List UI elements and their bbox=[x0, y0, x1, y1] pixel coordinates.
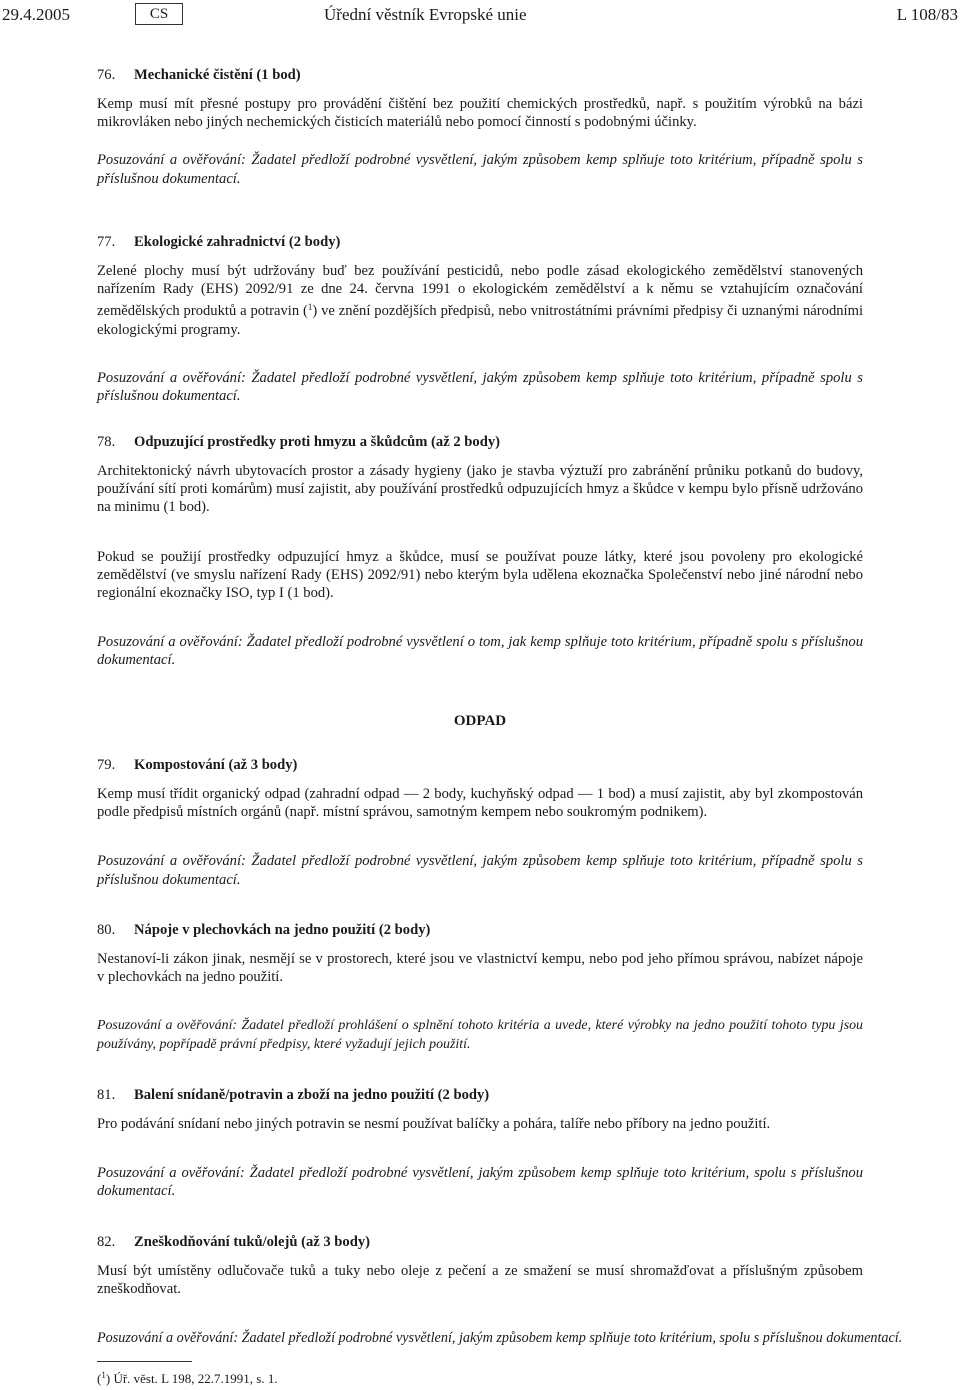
section-title: 78. Odpuzující prostředky proti hmyzu a škůdcům (až 2 body) bbox=[97, 434, 500, 450]
section-80 bbox=[97, 921, 863, 1054]
section-title: 79. Kompostování (až 3 body) bbox=[97, 757, 298, 773]
assessment-text: Posuzování a ověřování: Žadatel předloží podrobné vysvětlení, jakým způsobem kemp splňuje toto kritérium, spolu s příslušnou dokumentací. bbox=[97, 1165, 863, 1200]
assessment-text: Posuzování a ověřování: Žadatel předloží prohlášení o splnění tohoto kritéria a uvede, které výrobky na jedno použití tohoto typu jsou používány, popřípadě právní předpisy, které vyžadují jejich použití. bbox=[97, 1018, 863, 1052]
section-81 bbox=[97, 1086, 863, 1201]
journal-title: Úřední věstník Evropské unie bbox=[324, 5, 527, 24]
section-text: Kemp musí třídit organický odpad (zahradní odpad — 2 body, kuchyňský odpad — 1 bod) a musí zajistit, aby byl zkompostován podle předpisů místních orgánů (např. místní správou, samotným kempem nebo soukromým podnikem). bbox=[97, 786, 863, 821]
section-title: 82. Zneškodňování tuků/olejů (až 3 body) bbox=[97, 1234, 370, 1250]
section-79 bbox=[97, 756, 863, 889]
section-text: Nestanoví-li zákon jinak, nesmějí se v prostorech, které jsou ve vlastnictví kempu, nebo pod jeho přímou správou, nabízet nápoje v plechovkách na jedno použití. bbox=[97, 951, 863, 986]
footnote-ref[interactable]: 1 bbox=[307, 302, 313, 313]
language-badge: CS bbox=[135, 3, 183, 25]
assessment-text: Posuzování a ověřování: Žadatel předloží podrobné vysvětlení o tom, jak kemp splňuje toto kritérium, případně spolu s příslušnou dokumentací. bbox=[97, 634, 863, 669]
section-title: 76. Mechanické čistění (1 bod) bbox=[97, 67, 301, 83]
section-text: Musí být umístěny odlučovače tuků a tuky nebo oleje z pečení a ze smažení se musí shromažďovat a příslušným způsobem zneškodňovat. bbox=[97, 1263, 863, 1298]
assessment-text: Posuzování a ověřování: Žadatel předloží podrobné vysvětlení, jakým způsobem kemp splňuje toto kritérium, případně spolu s příslušnou dokumentací. bbox=[97, 152, 863, 187]
section-title: 81. Balení snídaně/potravin a zboží na jedno použití (2 body) bbox=[97, 1087, 490, 1103]
page-reference: L 108/83 bbox=[896, 5, 958, 24]
assessment-text: Posuzování a ověřování: Žadatel předloží podrobné vysvětlení, jakým způsobem kemp splňuje toto kritérium, případně spolu s příslušnou dokumentací. bbox=[97, 369, 863, 405]
header-date: 29.4.2005 bbox=[2, 5, 70, 24]
section-78 bbox=[97, 433, 863, 670]
section-text: Zelené plochy musí být udržovány buď bez používání pesticidů, nebo podle zásad ekologického zemědělství stanovených nařízením Rady (EHS) 2092/91 ze dne 24. června 1991 o ekologickém zemědělství a k němu se vztahujícím označování zemědělských produktů a potravin ($^1$) ve znění pozdějších předpisů, nebo vnitrostátními právními předpisy či uznanými národními ekologickými programy. bbox=[97, 263, 863, 338]
footnote: ($^1$) Úř. věst. L 198, 22.7.1991, s. 1. bbox=[97, 1370, 278, 1386]
section-title: 77. Ekologické zahradnictví (2 body) bbox=[97, 234, 341, 250]
section-text: Pro podávání snídaní nebo jiných potravin se nesmí používat balíčky a pohára, talíře nebo příbory na jedno použití. bbox=[97, 1116, 771, 1132]
section-82 bbox=[97, 1233, 903, 1348]
section-77 bbox=[97, 233, 863, 405]
chapter-heading: ODPAD bbox=[453, 713, 507, 729]
assessment-text: Posuzování a ověřování: Žadatel předloží podrobné vysvětlení, jakým způsobem kemp splňuje toto kritérium, spolu s příslušnou dokumentací. bbox=[97, 1330, 903, 1347]
footnote-divider bbox=[97, 1361, 192, 1362]
assessment-text: Posuzování a ověřování: Žadatel předloží podrobné vysvětlení, jakým způsobem kemp splňuje toto kritérium, případně spolu s příslušnou dokumentací. bbox=[97, 853, 863, 888]
section-text: Kemp musí mít přesné postupy pro provádění čištění bez použití chemických prostředků, např. s použitím výrobků na bázi mikrovláken nebo jiných nechemických čisticích materiálů nebo pomocí činností s podobnými účinky. bbox=[97, 96, 863, 131]
page-header bbox=[0, 3, 960, 35]
section-76 bbox=[97, 66, 863, 188]
section-title: 80. Nápoje v plechovkách na jedno použití (2 body) bbox=[97, 922, 431, 938]
section-text: Architektonický návrh ubytovacích prostor a zásady hygieny (jako je stavba výztuží pro zabránění průniku potkanů do budovy, používání sítí proti komárům) musí zajistit, aby používání prostředků odpuzujících hmyz a škůdce v kempu bylo přísně udržováno na minimu (1 bod). bbox=[97, 463, 863, 516]
section-text: Pokud se použijí prostředky odpuzující hmyz a škůdce, musí se používat pouze látky, které jsou povoleny pro ekologické zemědělství (ve smyslu nařízení Rady (EHS) 2092/91) nebo kterým byla udělena ekoznačka Společenství nebo jiné národní nebo regionální ekoznačky ISO, typ I (1 bod). bbox=[97, 548, 863, 602]
